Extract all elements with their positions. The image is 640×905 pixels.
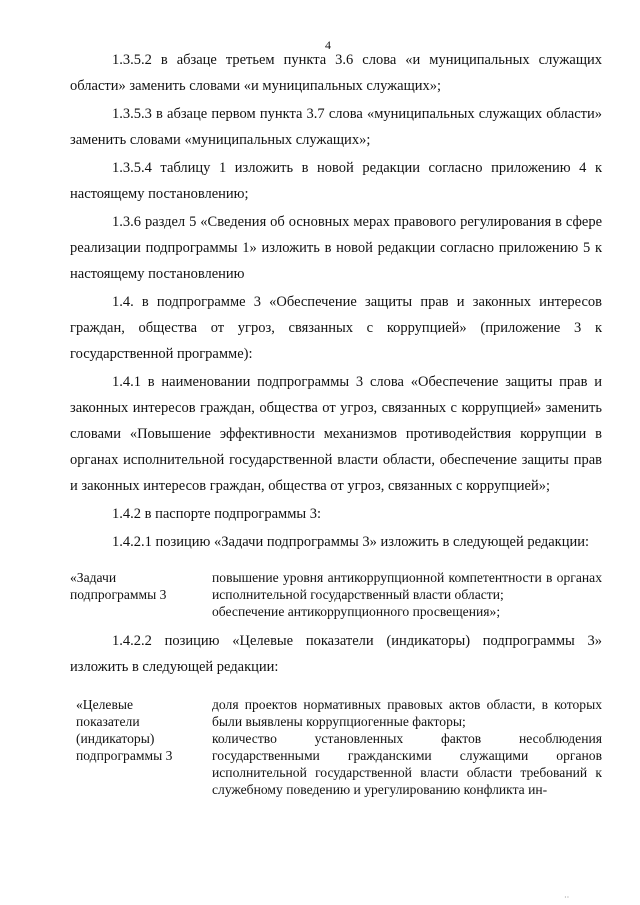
paragraph: 1.3.6 раздел 5 «Сведения об основных мерах правового регулирования в сфере реализации подпрограммы 1» изложить в новой редакции согласно приложению 5 к настоящему постановлению: [70, 214, 602, 282]
paragraph: 1.4.2 в паспорте подпрограммы 3:: [112, 506, 322, 522]
label-line: показатели: [76, 714, 140, 729]
scan-speck: ··: [564, 893, 570, 902]
passport-row-value: [212, 696, 602, 798]
value-line: доля проектов нормативных правовых актов области, в которых были выявлены коррупциогенные факторы;: [212, 697, 602, 729]
paragraph: 1.4.1 в наименовании подпрограммы 3 слова «Обеспечение защиты прав и законных интересов граждан, общества от угроз, связанных с коррупцией» заменить словами «Повышение эффективности механизмов противодействия коррупции в органах исполнительной государственной власти области, обеспечение защиты прав и законных интересов граждан, общества от угроз, связанных с коррупцией»;: [70, 374, 602, 494]
label-line: подпрограммы 3: [76, 748, 173, 763]
paragraph: 1.4.2.2 позицию «Целевые показатели (индикаторы) подпрограммы 3» изложить в следующей редакции:: [70, 633, 602, 675]
passport-row-label: [70, 696, 212, 798]
value-line: повышение уровня антикоррупционной компетентности в органах исполнительной государственный власти области;: [212, 570, 602, 602]
paragraph: 1.3.5.2 в абзаце третьем пункта 3.6 слова «и муниципальных служащих области» заменить словами «и муниципальных служащих»;: [70, 52, 602, 94]
value-line: количество установленных фактов несоблюдения государственными гражданскими служащими органов исполнительной государственной власти области требований к служебному поведению и урегулированию конфликта ин-: [212, 731, 602, 797]
passport-row-indicators: [70, 696, 602, 798]
value-line: обеспечение антикоррупционного просвещения»;: [212, 604, 501, 619]
paragraph: 1.4.2.1 позицию «Задачи подпрограммы 3» изложить в следующей редакции:: [112, 534, 589, 550]
label-line: подпрограммы 3: [70, 587, 167, 602]
page-number: 4: [325, 38, 331, 52]
label-line: «Целевые: [76, 697, 134, 712]
passport-row-value: [212, 569, 602, 620]
document-body: [70, 47, 602, 806]
passport-row-tasks: [70, 569, 602, 620]
label-line: «Задачи: [70, 570, 117, 585]
paragraph: 1.3.5.3 в абзаце первом пункта 3.7 слова «муниципальных служащих области» заменить словами «муниципальных служащих»;: [70, 106, 602, 148]
paragraph: 1.4. в подпрограмме 3 «Обеспечение защиты прав и законных интересов граждан, общества от угроз, связанных с коррупцией» (приложение 3 к государственной программе):: [70, 294, 602, 362]
paragraph: 1.3.5.4 таблицу 1 изложить в новой редакции согласно приложению 4 к настоящему постановлению;: [70, 160, 602, 202]
label-line: (индикаторы): [76, 731, 155, 746]
passport-row-label: [70, 569, 212, 620]
